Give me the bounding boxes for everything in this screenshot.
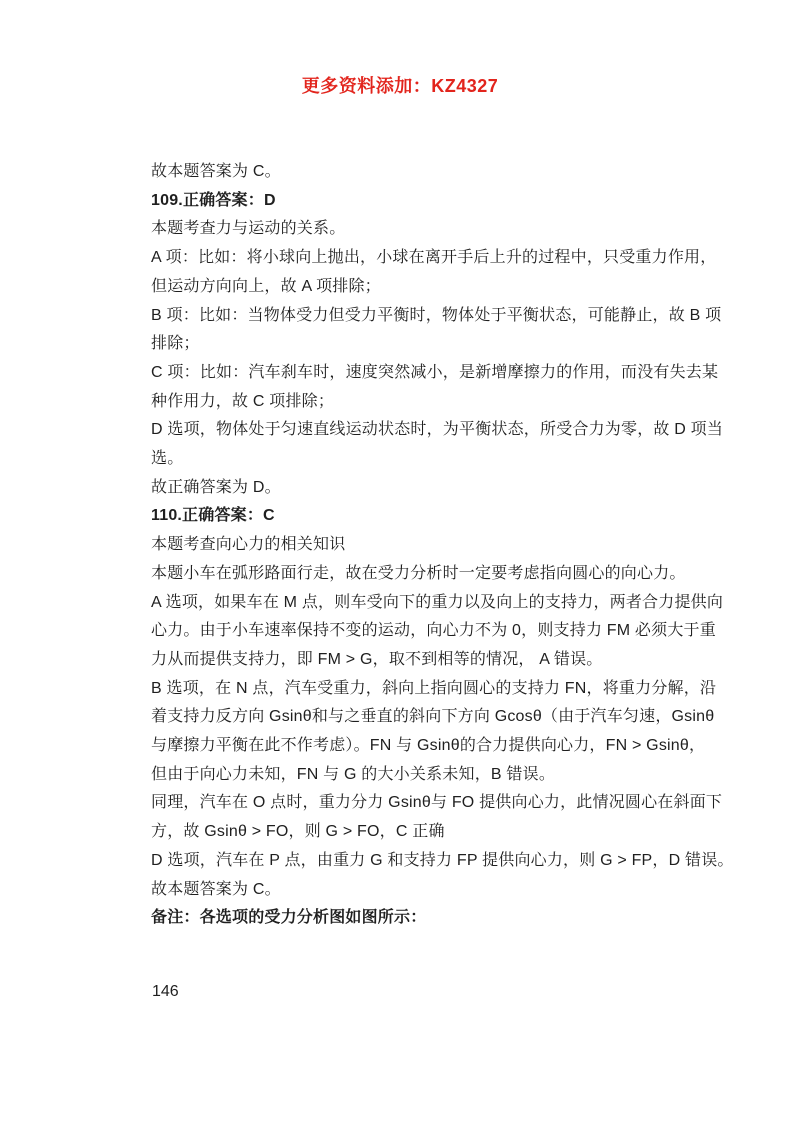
content-line: 本题考查向心力的相关知识 (151, 536, 346, 554)
content-line: 故本题答案为 C。 (151, 880, 281, 898)
content-line: 同理，汽车在 O 点时，重力分力 Gsinθ与 FO 提供向心力，此情况圆心在斜面下 (151, 794, 723, 812)
content-line: 心力。由于小车速率保持不变的运动，向心力不为 0，则支持力 FM 必须大于重 (151, 622, 716, 640)
content-line: 力从而提供支持力，即 FM > G，取不到相等的情况， A 错误。 (151, 650, 603, 668)
content-line: 110.正确答案：C (151, 507, 275, 525)
content-line: 种作用力，故 C 项排除； (151, 392, 335, 410)
content-line: 故正确答案为 D。 (151, 478, 281, 496)
answer-explanation-body (151, 158, 734, 933)
promo-header-text: 更多资料添加：KZ4327 (301, 76, 499, 96)
content-line: D 选项，物体处于匀速直线运动状态时，为平衡状态，所受合力为零，故 D 项当 (151, 421, 724, 439)
content-line: A 项：比如：将小球向上抛出，小球在离开手后上升的过程中，只受重力作用， (151, 249, 717, 267)
content-line: A 选项，如果车在 M 点，则车受向下的重力以及向上的支持力，两者合力提供向 (151, 593, 724, 611)
content-line: 选。 (151, 450, 184, 468)
content-line: 与摩擦力平衡在此不作考虑）。FN 与 Gsinθ的合力提供向心力，FN > Gsinθ， (151, 737, 706, 755)
content-line: B 项：比如：当物体受力但受力平衡时，物体处于平衡状态，可能静止，故 B 项 (151, 306, 722, 324)
content-line: 但运动方向向上，故 A 项排除； (151, 277, 381, 295)
content-line: 方，故 Gsinθ > FO，则 G > FO，C 正确 (151, 823, 445, 841)
content-line: 着支持力反方向 Gsinθ和与之垂直的斜向下方向 Gcosθ（由于汽车匀速，Gsinθ (151, 708, 715, 726)
content-line: 但由于向心力未知，FN 与 G 的大小关系未知，B 错误。 (151, 765, 556, 783)
content-line: 本题考查力与运动的关系。 (151, 220, 346, 238)
content-line: B 选项，在 N 点，汽车受重力，斜向上指向圆心的支持力 FN，将重力分解，沿 (151, 679, 717, 697)
content-line: 109.正确答案：D (151, 191, 276, 209)
content-line: 排除； (151, 335, 200, 353)
content-line: 本题小车在弧形路面行走，故在受力分析时一定要考虑指向圆心的向心力。 (151, 564, 686, 582)
content-line: 故本题答案为 C。 (151, 163, 281, 180)
content-line: C 项：比如：汽车刹车时，速度突然减小，是新增摩擦力的作用，而没有失去某 (151, 363, 719, 381)
page-number: 146 (152, 983, 179, 1000)
content-line: D 选项，汽车在 P 点，由重力 G 和支持力 FP 提供向心力，则 G > FP，D 错误。 (151, 851, 734, 869)
content-line: 备注：各选项的受力分析图如图所示： (151, 909, 427, 927)
